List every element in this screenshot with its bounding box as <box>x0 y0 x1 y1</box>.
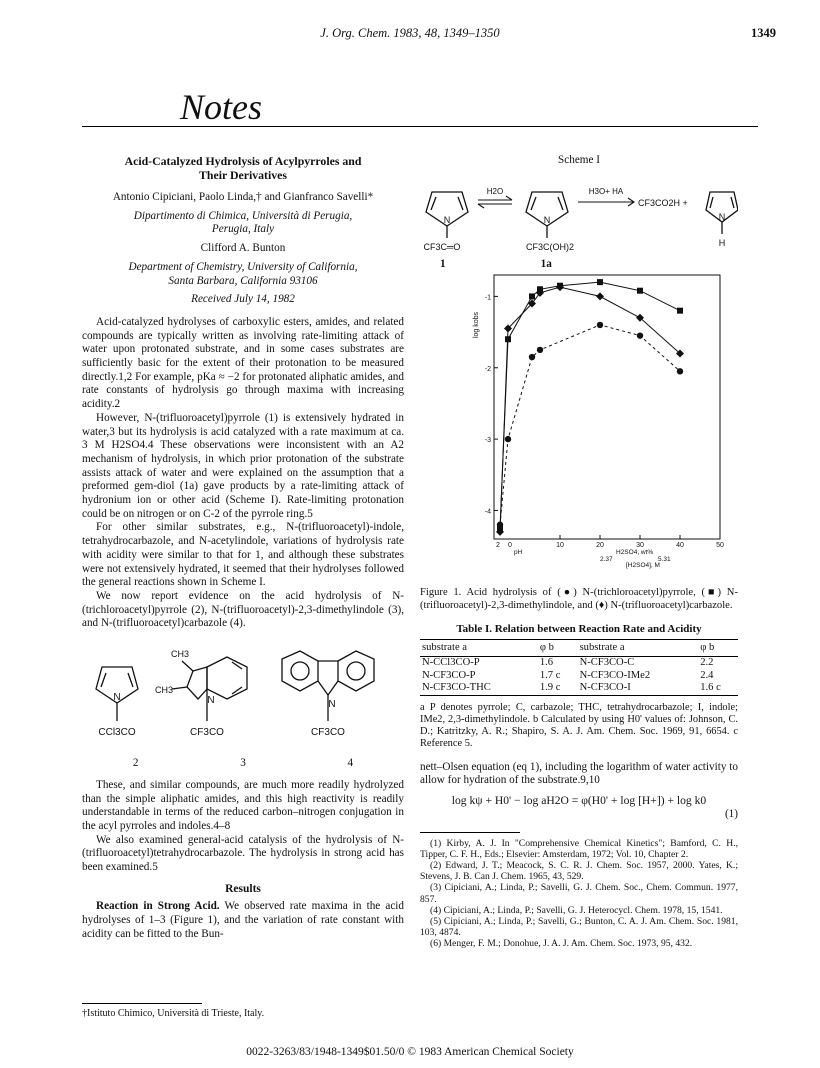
reference-item: (2) Edward, J. T.; Meacock, S. C. R. J. Chem. Soc. 1957, 2000. Yates, K.; Stevens, J. B. Can J. Chem. 1965, 43, 529. <box>420 859 738 883</box>
paragraph-3: For other similar substrates, e.g., N-(trifluoroacetyl)-indole, tetrahydrocarbazole, and N-acetylindole, variations of hydrolysis rate with acidity were similar to that for 1, and although these substrates were not extensively hydrated, it seemed that their hydrolyses followed the general reactions shown in Scheme I. <box>82 521 404 589</box>
data-point-square <box>677 308 683 314</box>
data-point-square <box>505 337 511 343</box>
structure-4-acyl-label: CF3CO <box>311 727 345 739</box>
x-tick-label: 10 <box>556 542 564 550</box>
series-curve-square <box>500 283 680 529</box>
y-tick-label: -3 <box>484 437 491 445</box>
scheme-n-1: N <box>443 214 451 225</box>
chart-svg <box>420 271 738 583</box>
affiliation-perugia-line-2: Perugia, Italy <box>211 223 275 236</box>
table-cell: N-CF3CO-THC <box>420 682 538 695</box>
structure-3-methyl-top: CH3 <box>170 649 190 660</box>
y-ticks <box>485 295 498 516</box>
right-column <box>420 154 738 950</box>
affiliation-ucsb-line-1: Department of Chemistry, University of California, <box>128 260 358 273</box>
reference-item: (5) Cipiciani, A.; Linda, P.; Savelli, G.; Bunton, C. A. J. Am. Chem. Soc. 1981, 103, 4874. <box>420 915 738 939</box>
running-head: J. Org. Chem. 1983, 48, 1349–1350 <box>320 26 500 40</box>
scheme-number-1a: 1a <box>540 257 552 270</box>
table-row <box>420 670 738 683</box>
data-point-circle <box>637 333 643 339</box>
structure-4-carbazole <box>282 651 374 721</box>
y-tick-label: -1 <box>484 294 491 302</box>
author-bunton: Clifford A. Bunton <box>200 242 286 255</box>
right-paragraph-continuation: nett–Olsen equation (eq 1), including the logarithm of water activity to allow for hydration of the substrate.9,10 <box>420 760 738 787</box>
structure-2-acyl-label: CCl3CO <box>98 727 136 739</box>
scheme-arrow2-label: H3O+ HA <box>588 186 624 196</box>
affiliation-perugia-line-1: Dipartimento di Chimica, Università di Perugia, <box>133 209 353 222</box>
authors: Antonio Cipiciani, Paolo Linda,† and Gianfranco Savelli* <box>112 191 374 203</box>
top-rule <box>82 126 758 127</box>
scheme-label-mid: CF3C(OH)2 <box>525 241 575 252</box>
table-cell: N-CCl3CO-P <box>422 657 480 668</box>
article-title <box>82 154 404 182</box>
paragraph-2: However, N-(trifluoroacetyl)pyrrole (1) is extensively hydrated in water,3 but its hydrolysis is acid catalyzed with a rate maximum at ca. 3 M H2SO4.4 These observations were inconsistent with an A2 mechanism of hydrolysis, in which prior protonation of the substrate assists attack of water and were explained on the assumption that a preformed gem-diol (1a) gave products by a rate-limiting attack of hydronium ion or other acid (Scheme I). Rate-limiting protonation could be on nitrogen or on C-2 of the pyrrole ring.5 <box>82 411 404 520</box>
paragraph-7 <box>82 900 404 941</box>
paragraph-5: These, and similar compounds, are much more readily hydrolyzed than the simple aliphatic amides, and this high reactivity is readily understandable in terms of the reduced carbon–nitrogen conjugation in the acyl pyrroles and indoles.4–8 <box>82 778 404 832</box>
series-curve-diamond <box>500 288 680 533</box>
structure-number-4: 4 <box>347 757 354 770</box>
scheme-label-right: H <box>718 237 726 248</box>
x-annotation-237: 2.37 <box>600 556 613 564</box>
affiliation-ucsb <box>82 261 404 288</box>
x-tick-label: 20 <box>596 542 604 550</box>
scheme-title: Scheme I <box>558 154 600 166</box>
figure-1-chart <box>420 271 738 583</box>
table-cell: 2.4 <box>700 669 714 681</box>
data-point-square <box>637 288 643 294</box>
paragraph-4: We now report evidence on the acid hydrolysis of N-(trichloroacetyl)pyrrole (2), N-(trifluoroacetyl)-2,3-dimethylindole (3), and N-(trifluoroacetyl)carbazole (4). <box>82 589 404 630</box>
x-annotation-531: 5.31 <box>658 556 671 564</box>
scheme-arrow1-label: H2O <box>486 186 504 196</box>
table-cell: N-CF3CO-C <box>579 657 635 668</box>
received-date: Received July 14, 1982 <box>191 293 295 306</box>
data-point-circle <box>677 369 683 375</box>
copyright-line: 0022-3263/83/1948-1349$01.50/0 © 1983 American Chemical Society <box>246 1046 574 1058</box>
figure-1-caption: Figure 1. Acid hydrolysis of (●) N-(trichloroacetyl)pyrrole, (■) N-(trifluoroacetyl)-2,3-dimethylindole, and (♦) N-(trifluoroacetyl)carbazole. <box>420 587 738 611</box>
page-number: 1349 <box>751 26 776 40</box>
data-point-square <box>597 280 603 286</box>
structure-2-n-label: N <box>113 692 121 704</box>
structures-2-3-4 <box>82 637 404 755</box>
reference-item: (3) Cipiciani, A.; Linda, P.; Savelli, G. J. Chem. Soc., Chem. Commun. 1977, 857. <box>420 882 738 905</box>
table-cell: N-CF3CO-P <box>422 669 476 681</box>
table-1-notes: a P denotes pyrrole; C, carbazole; THC, tetrahydrocarbazole; I, indole; IMe2, 2,3-dimethylindole. b Calculated by using H0' values of: Johnson, C. D.; Katritzky, A. R.; Shapiro, S. A. J. Am. Chem. Soc. 1969, 91, 6654. c Reference 5. <box>420 701 738 750</box>
results-heading: Results <box>225 882 261 895</box>
scheme-number-1: 1 <box>440 257 446 270</box>
equation-number: (1) <box>724 807 738 820</box>
references <box>420 838 738 950</box>
structure-number-3: 3 <box>240 757 246 770</box>
left-column <box>82 154 404 942</box>
table-header-row <box>420 640 738 657</box>
structure-3-acyl-label: CF3CO <box>190 727 224 739</box>
x-tick-label: 30 <box>636 542 644 550</box>
paragraph-1: Acid-catalyzed hydrolyses of carboxylic esters, amides, and related compounds are typically written as involving rate-limiting attack of water upon protonated substrate, and in some cases substrates are sufficiently basic for the extent of their protonation to be measured directly.1,2 For example, pKa ≈ −2 for protonated aliphatic amides, and rate constants of hydrolysis go through maxima with increasing acidity.2 <box>82 315 404 411</box>
x-tick-label: 50 <box>716 542 724 550</box>
x-tick-label-low: 2 <box>496 542 500 550</box>
structure-3-n-label: N <box>207 695 215 707</box>
table-1 <box>420 639 738 695</box>
structure-number-2: 2 <box>132 757 139 770</box>
paragraph-6: We also examined general-acid catalysis of the hydrolysis of N-(trifluoroacetyl)tetrahydrocarbazole. The hydrolysis in strong acid has been examined.5 <box>82 833 404 874</box>
plot-frame <box>494 275 720 539</box>
table-header-substrate-2: substrate a <box>579 642 625 654</box>
x-annotation-ph: pH <box>514 549 523 557</box>
references-rule <box>420 832 520 833</box>
table-row <box>420 682 738 695</box>
series-curve-circle <box>500 325 680 525</box>
x-tick-label: 40 <box>676 542 684 550</box>
paragraph-7-text: We observed rate maxima in the acid hydrolyses of 1–3 (Figure 1), and the variation of rate constant with acidity can be fitted to the Bun- <box>82 900 404 940</box>
table-cell: 1.7 c <box>539 669 561 681</box>
reference-item: (6) Menger, F. M.; Donohue, J. A. J. Am. Chem. Soc. 1973, 95, 432. <box>430 938 693 950</box>
scheme-equilibrium-arrow <box>478 196 512 208</box>
y-tick-label: -2 <box>484 366 491 374</box>
scheme-forward-arrow <box>578 198 634 206</box>
scheme-1 <box>420 170 738 262</box>
structure-4-n-label: N <box>328 699 336 711</box>
reference-item: (4) Cipiciani, A.; Linda, P.; Savelli, G. J. Heterocycl. Chem. 1978, 15, 1541. <box>430 904 723 916</box>
scheme-n-product: N <box>718 211 726 222</box>
table-cell: 1.9 c <box>538 682 578 695</box>
table-cell: N-CF3CO-IMe2 <box>579 669 651 681</box>
title-line-2: Their Derivatives <box>199 168 287 182</box>
footnote: †Istituto Chimico, Università di Trieste, Italy. <box>82 1008 265 1019</box>
table-cell: N-CF3CO-I <box>578 682 699 695</box>
table-row <box>420 657 738 670</box>
structure-3-methyl-side: CH3 <box>154 685 174 696</box>
data-point-diamond <box>596 293 604 301</box>
x-ticks <box>496 535 724 549</box>
structure-drawings <box>82 637 404 755</box>
table-header-substrate-1: substrate a <box>422 642 468 654</box>
table-header-phi-2: φ b <box>700 642 715 654</box>
x-annotation-molar: [H2SO4], M <box>626 562 660 570</box>
structure-numbers <box>82 757 404 771</box>
scheme-label-left: CF3C═O <box>423 241 461 252</box>
affiliation-ucsb-line-2: Santa Barbara, California 93106 <box>168 274 318 287</box>
x-annotation-wt: H2SO4, wt% <box>616 549 654 557</box>
y-axis-label: log kobs <box>473 312 480 339</box>
x-tick-label-low: 0 <box>508 542 512 550</box>
data-points <box>496 280 684 537</box>
fitted-curves <box>500 283 680 533</box>
data-point-square <box>529 294 535 300</box>
section-title: Notes <box>180 87 263 127</box>
table-cell: 2.2 <box>700 657 714 668</box>
footnote-rule <box>82 1003 202 1004</box>
table-cell: 1.6 c <box>698 682 738 695</box>
title-line-1: Acid-Catalyzed Hydrolysis of Acylpyrroles and <box>124 154 362 168</box>
scheme-product: CF3CO2H + <box>638 197 688 208</box>
scheme-drawing <box>420 170 738 262</box>
table-cell: 1.6 <box>539 657 554 668</box>
equation-1: log kψ + H0' − log aH2O = φ(H0' + log [H+]) + log k0 <box>451 794 707 808</box>
table-header-phi-1: φ b <box>539 642 554 654</box>
scheme-n-1a: N <box>543 214 551 225</box>
reference-item: (1) Kirby, A. J. In "Comprehensive Chemical Kinetics"; Bamford, C. H., Tipper, C. F. H., Eds.; Elsevier: Amsterdam, 1972; Vol. 10, Chapter 2. <box>420 837 738 860</box>
data-point-circle <box>537 347 543 353</box>
structure-3-indole <box>172 657 247 721</box>
data-point-circle <box>529 354 535 360</box>
runin-heading: Reaction in Strong Acid. <box>96 900 220 913</box>
affiliation-perugia <box>82 210 404 237</box>
y-tick-label: -4 <box>484 508 491 516</box>
table-1-title: Table I. Relation between Reaction Rate and Acidity <box>456 622 702 635</box>
data-point-circle <box>597 322 603 328</box>
data-point-circle <box>505 436 511 442</box>
